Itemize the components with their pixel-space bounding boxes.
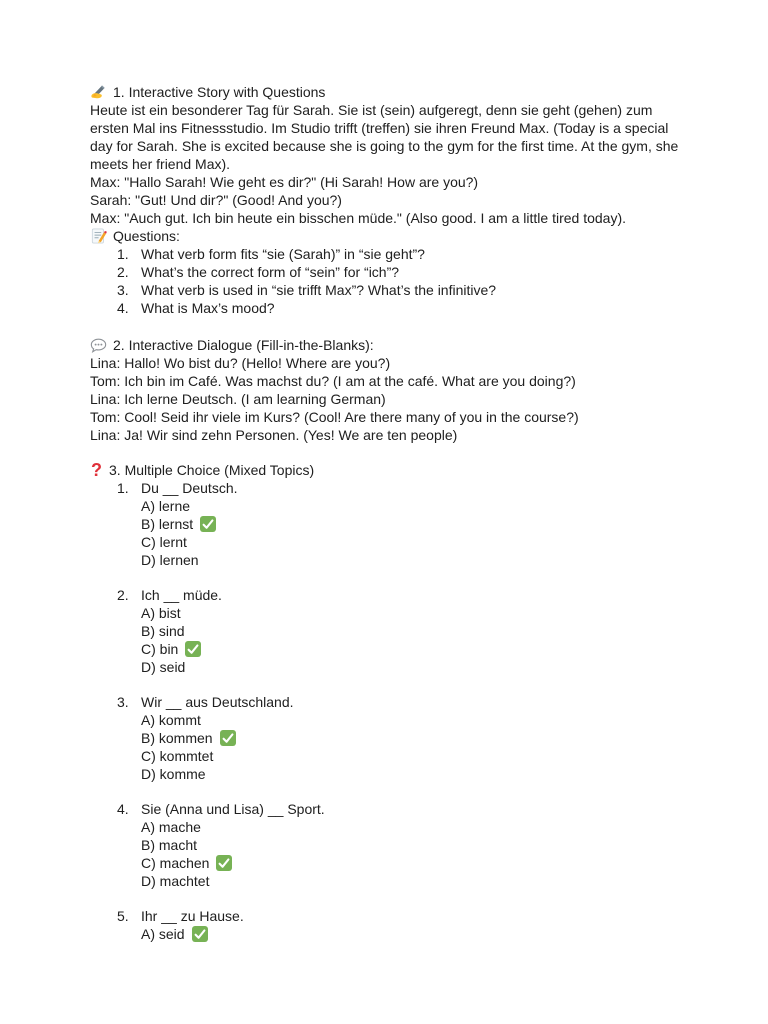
- mc-option-text: D) komme: [141, 766, 206, 782]
- section-interactive-dialogue: [90, 336, 680, 444]
- list-number: 3.: [117, 282, 129, 298]
- mc-option-text: B) sind: [141, 623, 185, 639]
- mc-question-number: 4.: [117, 801, 129, 817]
- section-1-title: 1. Interactive Story with Questions: [113, 84, 326, 100]
- mc-option-text: A) seid: [141, 926, 185, 942]
- mc-question-number: 3.: [117, 694, 129, 710]
- dialogue-line: Tom: Ich bin im Café. Was machst du? (I am at the café. What are you doing?): [90, 373, 576, 389]
- correct-checkmark-icon: [200, 516, 216, 532]
- mc-question: [90, 586, 680, 676]
- writing-hand-icon: [90, 84, 107, 101]
- mc-option-text: C) bin: [141, 641, 179, 657]
- mc-question: [90, 693, 680, 783]
- speech-balloon-icon: [90, 337, 107, 354]
- questions-label: Questions:: [113, 228, 180, 244]
- red-question-mark-icon: ?: [91, 460, 102, 480]
- correct-checkmark-icon: [192, 926, 208, 942]
- mc-option-text: B) kommen: [141, 730, 213, 746]
- question-text: What verb form fits “sie (Sarah)” in “sie geht”?: [141, 246, 425, 262]
- section-3-heading: [90, 461, 680, 479]
- dialogue-line: Lina: Ja! Wir sind zehn Personen. (Yes! We are ten people): [90, 427, 458, 443]
- story-paragraph: Heute ist ein besonderer Tag für Sarah. Sie ist (sein) aufgeregt, denn sie geht (gehen) zum ersten Mal ins Fitnessstudio. Im Studio trifft (treffen) sie ihren Freund Max. (Today is a special day for Sarah. She is excited because she is going to the gym for the first time. At the gym, she meets her friend Max).: [90, 102, 679, 172]
- question-text: What’s the correct form of “sein” for “ich”?: [141, 264, 400, 280]
- mc-option: [90, 711, 680, 729]
- mc-question-prompt: Ich __ müde.: [141, 587, 222, 603]
- mc-question-prompt: Ihr __ zu Hause.: [141, 908, 244, 924]
- memo-icon: [90, 228, 107, 245]
- questions-heading: [90, 227, 680, 245]
- mc-question: [90, 907, 680, 943]
- mc-question-number: 2.: [117, 587, 129, 603]
- mc-option: [90, 765, 680, 783]
- mc-option: [90, 658, 680, 676]
- mc-option-text: C) kommtet: [141, 748, 214, 764]
- mc-option-text: C) lernt: [141, 534, 187, 550]
- section-2-heading: [90, 336, 680, 354]
- section-interactive-story: [90, 83, 680, 317]
- dialogue-line: Sarah: "Gut! Und dir?" (Good! And you?): [90, 192, 342, 208]
- mc-question: [90, 800, 680, 890]
- correct-checkmark-icon: [220, 730, 236, 746]
- question-text: What verb is used in “sie trifft Max”? What’s the infinitive?: [141, 282, 497, 298]
- mc-option-text: D) seid: [141, 659, 186, 675]
- question-item: [90, 263, 680, 281]
- dialogue-lines: [90, 354, 680, 444]
- question-item: [90, 245, 680, 263]
- multiple-choice-list: [90, 479, 680, 943]
- mc-option: [90, 836, 680, 854]
- dialogue-line: Lina: Hallo! Wo bist du? (Hello! Where are you?): [90, 355, 391, 371]
- mc-question-prompt: Du __ Deutsch.: [141, 480, 238, 496]
- mc-question: [90, 479, 680, 569]
- correct-checkmark-icon: [216, 855, 232, 871]
- mc-option: [90, 872, 680, 890]
- story-dialogue: [90, 173, 680, 227]
- mc-option-text: A) mache: [141, 819, 201, 835]
- mc-option-text: B) macht: [141, 837, 198, 853]
- mc-option: [90, 551, 680, 569]
- mc-question-number: 1.: [117, 480, 129, 496]
- list-number: 2.: [117, 264, 129, 280]
- mc-option: [90, 854, 680, 872]
- section-1-heading: [90, 83, 680, 101]
- correct-checkmark-icon: [185, 641, 201, 657]
- section-2-title: 2. Interactive Dialogue (Fill-in-the-Blanks):: [113, 337, 374, 353]
- mc-option: [90, 515, 680, 533]
- mc-option: [90, 640, 680, 658]
- mc-option-text: A) lerne: [141, 498, 191, 514]
- mc-option: [90, 604, 680, 622]
- list-number: 1.: [117, 246, 129, 262]
- mc-option: [90, 818, 680, 836]
- mc-question-prompt-row: [90, 800, 680, 818]
- mc-question-prompt: Wir __ aus Deutschland.: [141, 694, 294, 710]
- mc-option-text: A) bist: [141, 605, 181, 621]
- mc-question-prompt-row: [90, 693, 680, 711]
- mc-option: [90, 497, 680, 515]
- section-3-title: 3. Multiple Choice (Mixed Topics): [109, 462, 315, 478]
- mc-option-text: C) machen: [141, 855, 210, 871]
- mc-option-text: B) lernst: [141, 516, 194, 532]
- mc-option: [90, 729, 680, 747]
- list-number: 4.: [117, 300, 129, 316]
- question-item: [90, 299, 680, 317]
- dialogue-line: Max: "Hallo Sarah! Wie geht es dir?" (Hi Sarah! How are you?): [90, 174, 479, 190]
- mc-option-text: D) machtet: [141, 873, 210, 889]
- dialogue-line: Tom: Cool! Seid ihr viele im Kurs? (Cool! Are there many of you in the course?): [90, 409, 579, 425]
- dialogue-line: Max: "Auch gut. Ich bin heute ein bisschen müde." (Also good. I am a little tired today).: [90, 210, 626, 226]
- mc-question-prompt: Sie (Anna und Lisa) __ Sport.: [141, 801, 325, 817]
- mc-option: [90, 622, 680, 640]
- section-multiple-choice: [90, 461, 680, 943]
- mc-option: [90, 925, 680, 943]
- dialogue-line: Lina: Ich lerne Deutsch. (I am learning German): [90, 391, 386, 407]
- mc-question-prompt-row: [90, 479, 680, 497]
- question-text: What is Max’s mood?: [141, 300, 275, 316]
- mc-option: [90, 533, 680, 551]
- mc-option-text: D) lernen: [141, 552, 199, 568]
- mc-option: [90, 747, 680, 765]
- mc-question-number: 5.: [117, 908, 129, 924]
- mc-question-prompt-row: [90, 586, 680, 604]
- question-item: [90, 281, 680, 299]
- mc-question-prompt-row: [90, 907, 680, 925]
- mc-option-text: A) kommt: [141, 712, 201, 728]
- story-questions-list: [90, 245, 680, 317]
